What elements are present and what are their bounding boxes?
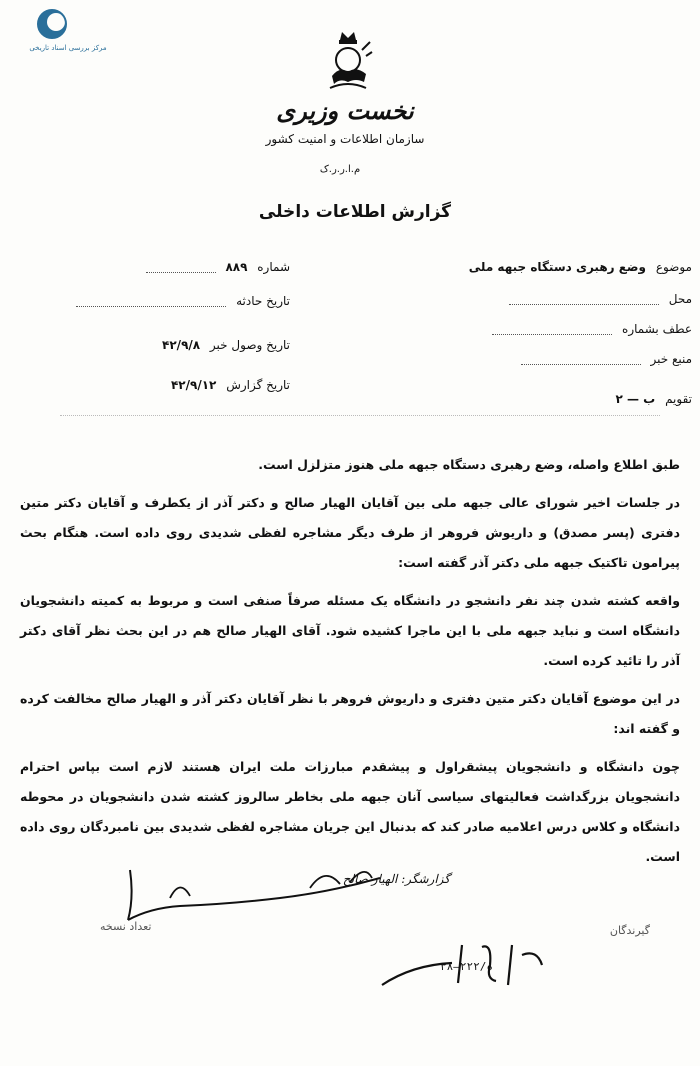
source-field bbox=[521, 352, 692, 366]
body-paragraph: در جلسات اخیر شورای عالی جبهه ملی بین آقایان الهیار صالح و دکتر آذر از یکطرف و آقایان دکتر متین دفتری (پسر مصدق) و داریوش فروهر از طرف دیگر مشاجره لفظی شدیدی روی داده است. هنگام بحث پیرامون تاکتیک جبهه ملی دکتر آذر گفته است: bbox=[20, 495, 680, 570]
body-paragraph: واقعه کشته شدن چند نفر دانشجو در دانشگاه یک مسئله صرفاً صنفی است و مربوط به کمیته دانشجویان دانشگاه است و نباید جبهه ملی با این ماجرا کشیده شود. آقای الهیار صالح هم در این بحث نظر آقای دکتر آذر را تائید کرده است. bbox=[20, 593, 680, 668]
body-paragraph: در این موضوع آقایان دکتر متین دفتری و داریوش فروهر با نظر آقایان دکتر آذر و الهیار صالح مخالفت کرده و گفته اند: bbox=[20, 691, 680, 736]
place-label: محل bbox=[668, 292, 692, 306]
received-date-field bbox=[162, 338, 290, 352]
ministry-title: نخست وزیری bbox=[276, 96, 414, 125]
signature-scribble bbox=[110, 858, 390, 928]
body-paragraph: طبق اطلاع واصله، وضع رهبری دستگاه جبهه ملی هنوز متزلزل است. bbox=[258, 457, 680, 472]
number-field bbox=[146, 260, 290, 274]
evaluation-value: ب — ۲ bbox=[615, 392, 656, 406]
attached-blank bbox=[492, 325, 612, 335]
organization-name: سازمان اطلاعات و امنیت کشور bbox=[265, 132, 425, 146]
place-blank bbox=[509, 295, 659, 305]
file-number: ۳۸–۲۲۲/ه bbox=[440, 960, 493, 973]
number-blank bbox=[146, 263, 216, 273]
recipients-label: گیرندگان bbox=[609, 924, 650, 937]
evaluation-label: تقویم bbox=[665, 392, 692, 406]
report-date-label: تاریخ گزارش bbox=[226, 378, 290, 392]
report-date-value: ۴۲/۹/۱۲ bbox=[170, 378, 217, 392]
attached-label: عطف بشماره bbox=[622, 322, 692, 336]
archive-logo-icon bbox=[36, 8, 68, 40]
incident-date-label: تاریخ حادثه bbox=[236, 294, 290, 308]
source-label: منبع خبر bbox=[650, 352, 692, 366]
attached-field bbox=[492, 322, 692, 336]
place-field bbox=[509, 292, 692, 306]
number-value: ۸۸۹ bbox=[225, 260, 248, 274]
report-body bbox=[20, 450, 680, 872]
header-divider bbox=[60, 415, 660, 416]
archive-caption: مرکز بررسی اسناد تاریخی bbox=[29, 44, 107, 52]
subject-label: موضوع bbox=[655, 260, 692, 274]
subject-field bbox=[469, 260, 692, 274]
archive-logo bbox=[8, 8, 128, 58]
source-blank bbox=[521, 355, 641, 365]
document-title: گزارش اطلاعات داخلی bbox=[258, 202, 452, 222]
received-date-label: تاریخ وصول خبر bbox=[209, 338, 290, 352]
incident-date-blank bbox=[76, 297, 226, 307]
evaluation-field bbox=[615, 392, 692, 406]
copies-count: تعداد نسخه bbox=[100, 920, 152, 933]
body-paragraph: چون دانشگاه و دانشجویان پیشقراول و پیشقدم مبارزات ملت ایران هستند لازم است بپاس احترام دانشجویان بزرگداشت فعالیتهای سیاسی آنان جبهه ملی بخاطر سالروز کشته شدن دانشجویان در محوطه دانشگاه و کلاس درس اعلامیه صادر کند که بدنبال این جریان مشاجره لفظی شدیدی بین نامبردگان روی داده است. bbox=[20, 759, 680, 864]
reference-code: م.ا.ر.ر.ک bbox=[319, 164, 361, 175]
subject-value: وضع رهبری دستگاه جبهه ملی bbox=[468, 260, 646, 274]
report-date-field bbox=[171, 378, 290, 392]
signature-text: گزارشگر: الهیار صالح bbox=[342, 872, 450, 886]
number-label: شماره bbox=[257, 260, 290, 274]
received-date-value: ۴۲/۹/۸ bbox=[162, 338, 201, 352]
incident-date-field bbox=[76, 294, 290, 308]
lion-and-sun-emblem-icon bbox=[322, 30, 374, 94]
